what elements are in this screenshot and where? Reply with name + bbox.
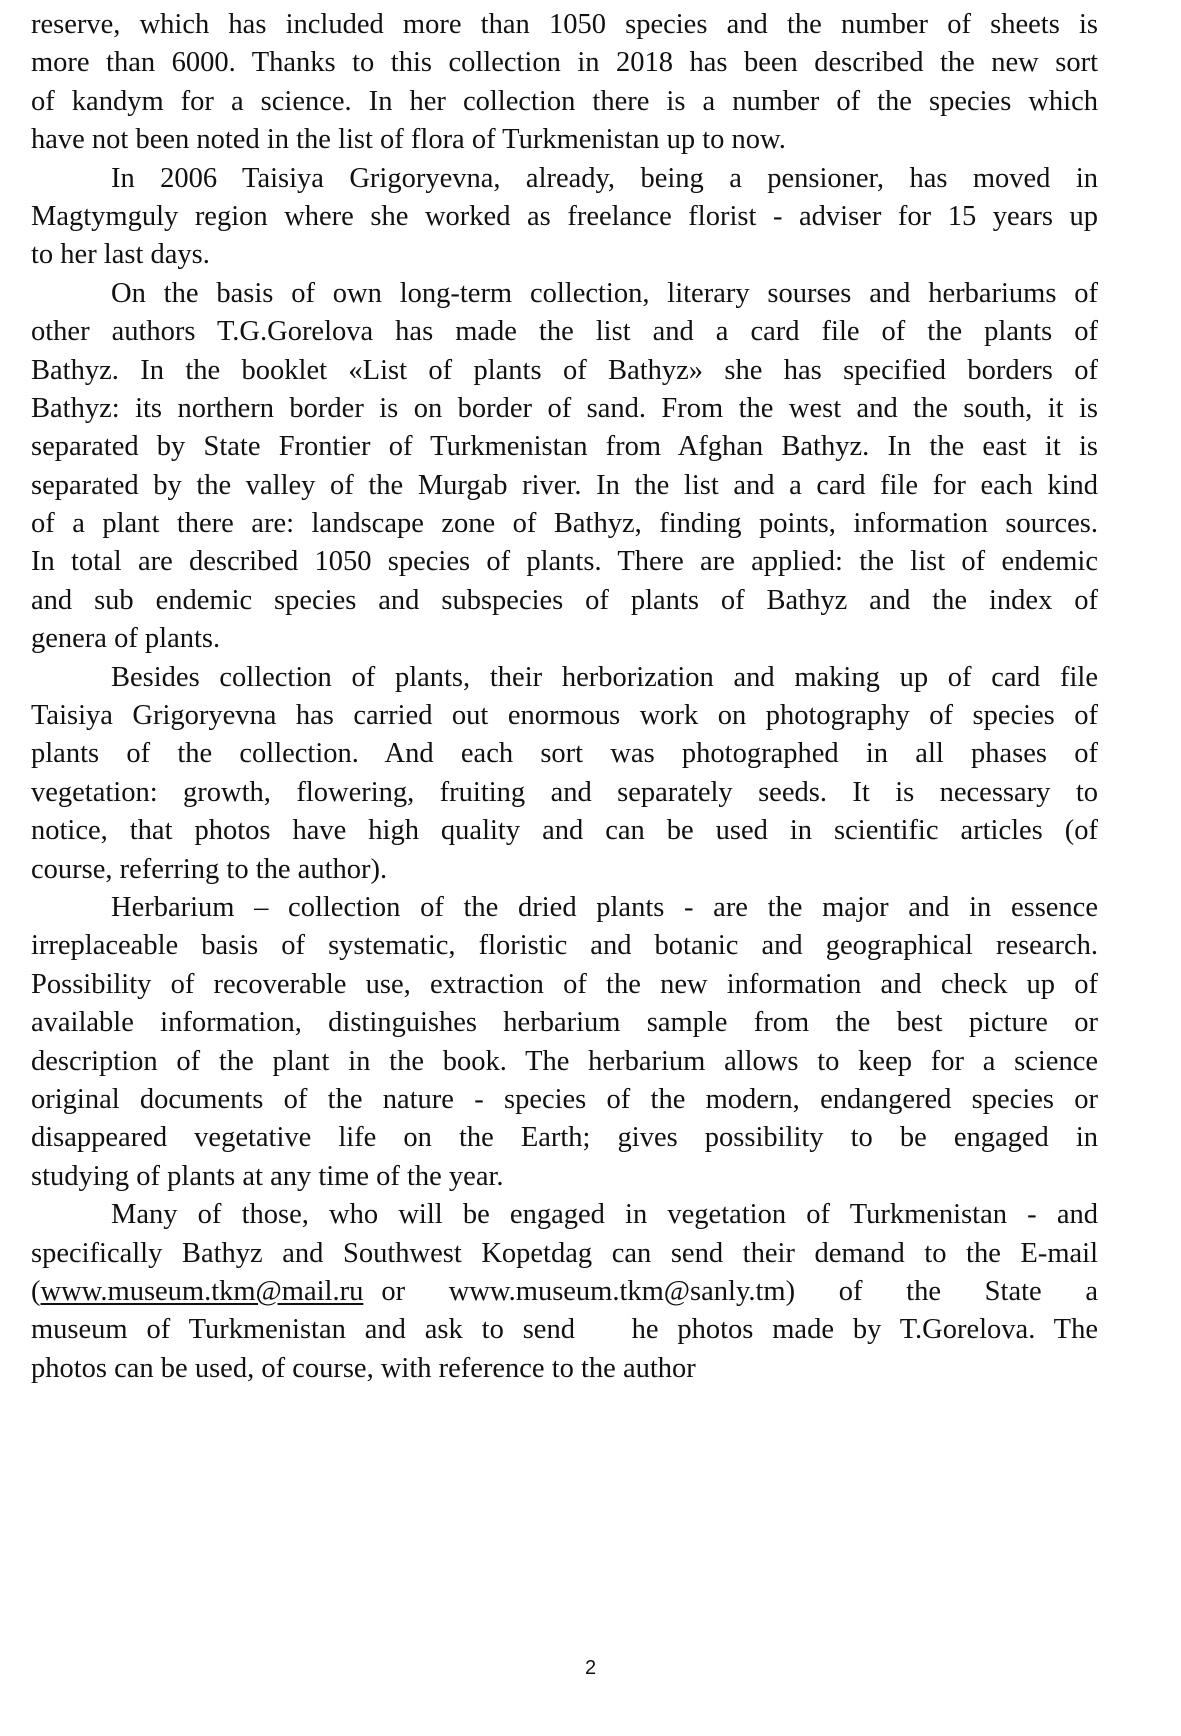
text-line: Magtymguly region where she worked as freelance florist - adviser for 15 years up [31, 200, 1098, 232]
text-line: notice, that photos have high quality and can be used in scientific articles (of [31, 815, 1098, 847]
text-line: disappeared vegetative life on the Earth; gives possibility to be engaged in [31, 1122, 1098, 1154]
text-line: vegetation: growth, flowering, fruiting and separately seeds. It is necessary to [31, 776, 1098, 808]
email-line [31, 1273, 1098, 1311]
text-line: studying of plants at any time of the year. [31, 1160, 504, 1192]
text-line: and sub endemic species and subspecies of plants of Bathyz and the index of [31, 584, 1098, 616]
text-line: of a plant there are: landscape zone of Bathyz, finding points, information sources. [31, 508, 1098, 540]
text-line: course, referring to the author). [31, 853, 388, 885]
text-line: reserve, which has included more than 1050 species and the number of sheets is [31, 9, 1098, 40]
text-line: available information, distinguishes herbarium sample from the best picture or [31, 1007, 1098, 1039]
text-line: irreplaceable basis of systematic, floristic and botanic and geographical research. [31, 930, 1098, 962]
text-line: Herbarium – collection of the dried plants - are the major and in essence [111, 891, 1098, 923]
text-line: Bathyz. In the booklet «List of plants of Bathyz» she has specified borders of [31, 354, 1098, 386]
open-paren: ( [31, 1275, 41, 1307]
text-line: In total are described 1050 species of plants. There are applied: the list of endemic [31, 546, 1098, 578]
text-line: separated by the valley of the Murgab river. In the list and a card file for each kind [31, 469, 1098, 501]
text-line: museum of Turkmenistan and ask to send he photos made by T.Gorelova. The [31, 1314, 1098, 1346]
document-body [31, 6, 1098, 1388]
text-line: plants of the collection. And each sort was photographed in all phases of [31, 738, 1098, 770]
text-line: Bathyz: its northern border is on border of sand. From the west and the south, it is [31, 392, 1098, 424]
text-line: Many of those, who will be engaged in vegetation of Turkmenistan - and [111, 1199, 1098, 1231]
text-line: Besides collection of plants, their herborization and making up of card file [111, 661, 1098, 693]
email-link-mail-ru[interactable]: www.museum.tkm@mail.ru [40, 1275, 364, 1307]
text-line: more than 6000. Thanks to this collection in 2018 has been described the new sort [31, 47, 1098, 79]
text-line: to her last days. [31, 239, 210, 271]
text-line: separated by State Frontier of Turkmenistan from Afghan Bathyz. In the east it is [31, 431, 1098, 463]
text-line: On the basis of own long-term collection, literary sourses and herbariums of [111, 277, 1098, 309]
text-line: genera of plants. [31, 623, 221, 655]
text-line: photos can be used, of course, with reference to the author [31, 1352, 696, 1384]
text-line: other authors T.G.Gorelova has made the list and a card file of the plants of [31, 316, 1098, 348]
text-line: have not been noted in the list of flora of Turkmenistan up to now. [31, 124, 786, 156]
text-line: Possibility of recoverable use, extraction of the new information and check up of [31, 968, 1098, 1000]
text-line: specifically Bathyz and Southwest Kopetdag can send their demand to the E-mail [31, 1237, 1098, 1269]
text-line: description of the plant in the book. The herbarium allows to keep for a science [31, 1045, 1098, 1077]
text-line: original documents of the nature - species of the modern, endangered species or [31, 1083, 1098, 1115]
text-line: of kandym for a science. In her collection there is a number of the species which [31, 85, 1098, 117]
text-line: Taisiya Grigoryevna has carried out enormous work on photography of species of [31, 700, 1098, 732]
page-number: 2 [584, 1657, 597, 1679]
text-line: In 2006 Taisiya Grigoryevna, already, being a pensioner, has moved in [111, 162, 1098, 194]
email-line-rest: or www.museum.tkm@sanly.tm) of the State a [381, 1275, 1098, 1307]
